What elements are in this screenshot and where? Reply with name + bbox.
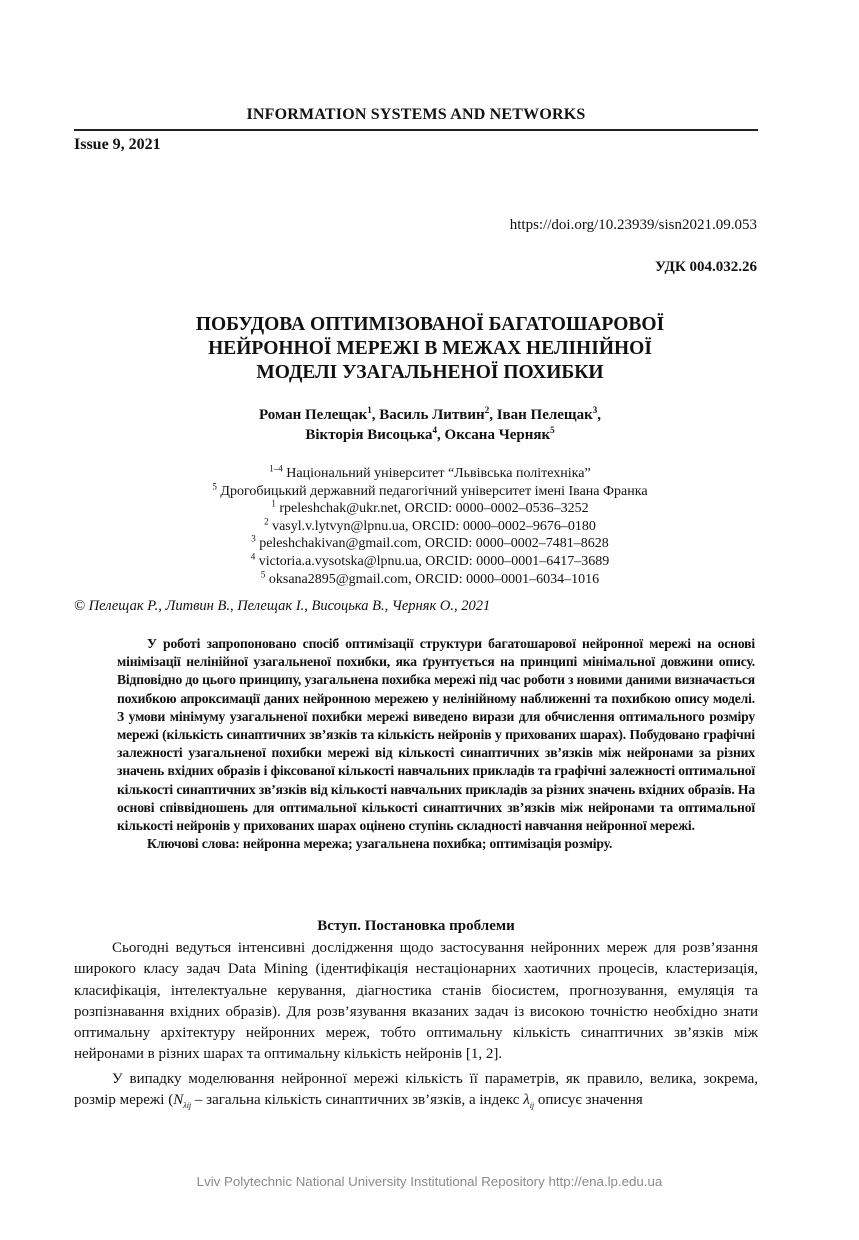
- separator: ,: [597, 407, 601, 423]
- journal-header: INFORMATION SYSTEMS AND NETWORKS: [246, 106, 586, 123]
- author-sup: 1: [367, 405, 372, 415]
- author-sup: 3: [592, 405, 598, 415]
- author-sup: 4: [432, 425, 438, 435]
- author-sup: 5: [550, 425, 555, 435]
- affil-sup: 5: [212, 480, 217, 491]
- copyright-line: © Пелещак Р., Литвин В., Пелещак І., Висоцька В., Черняк О., 2021: [74, 598, 491, 614]
- text-run: описує значення: [534, 1092, 643, 1109]
- affiliation-line: [120, 500, 740, 518]
- paper-title: [120, 313, 740, 385]
- affil-text: oksana2895@gmail.com, ORCID: 0000–0001–6034–1016: [265, 571, 600, 587]
- affiliations: [120, 465, 740, 588]
- math-subscript: λij: [183, 1101, 192, 1111]
- math-subscript: ij: [529, 1101, 535, 1111]
- affil-sup: 3: [251, 533, 256, 544]
- doi-link[interactable]: https://doi.org/10.23939/sisn2021.09.053: [509, 217, 757, 233]
- affiliation-line: [120, 553, 740, 571]
- author-name: Вікторія Висоцька: [305, 427, 433, 443]
- affil-text: rpeleshchak@ukr.net, ORCID: 0000–0002–0536–3252: [275, 501, 589, 517]
- affiliation-line: [120, 568, 740, 589]
- affil-sup: 1–4: [269, 463, 283, 474]
- section-heading: Вступ. Постановка проблеми: [317, 918, 515, 934]
- affiliation-line: [120, 480, 740, 501]
- affil-sup: 4: [250, 551, 256, 562]
- affil-text: victoria.a.vysotska@lpnu.ua, ORCID: 0000–0001–6417–3689: [255, 553, 610, 569]
- author-name: Іван Пелещак: [496, 407, 593, 423]
- title-line: НЕЙРОННОЇ МЕРЕЖІ В МЕЖАХ НЕЛІНІЙНОЇ: [208, 338, 652, 359]
- author-name: Роман Пелещак: [259, 407, 368, 423]
- header-rule: [74, 129, 758, 131]
- issue-label: Issue 9, 2021: [74, 136, 161, 153]
- paragraph: Сьогодні ведуться інтенсивні дослідження щодо застосування нейронних мереж для розв’язання широкого класу задач Data Mining (ідентифікація нестаціонарних хаотичних процесів, кластеризація, класифікація, інтелектуальне керування, діагностика станів біосистем, прогнозування, емуляція та розпізнавання вхідних образів). Для розв’язування вказаних задач із високою точністю необхідно знати оптимальну архітектуру нейронних мереж, тобто оптимальну кількість синаптичних зв’язків між нейронами в різних шарах та оптимальну кількість нейронів [1, 2].: [74, 940, 758, 1063]
- affil-text: vasyl.v.lytvyn@lpnu.ua, ORCID: 0000–0002–9676–0180: [268, 518, 596, 534]
- affil-sup: 2: [264, 516, 269, 527]
- affil-text: Дрогобицький державний педагогічний університет імені Івана Франка: [216, 483, 648, 499]
- title-line: ПОБУДОВА ОПТИМІЗОВАНОЇ БАГАТОШАРОВОЇ: [195, 314, 665, 335]
- author-name: Оксана Черняк: [444, 427, 551, 443]
- affil-text: Національний університет “Львівська політехніка”: [282, 466, 591, 481]
- affil-sup: 5: [260, 568, 266, 579]
- separator: ,: [437, 427, 445, 443]
- abstract-text: У роботі запропоновано спосіб оптимізації структури багатошарової нейронної мережі на основі мінімізації нелінійної узагальненої похибки, яка ґрунтується на принципі мінімальної довжини опису. Відповідно до цього принципу, узагальнена похибка мережі під час роботи з новими даними визначається похибкою апроксимації даних нейронною мережею у нелінійному наближенні та похибкою опису моделі. З умови мінімуму узагальненої похибки мережі виведено вирази для обчислення оптимального розміру мережі (кількість синаптичних зв’язків та кількість нейронів у прихованих шарах). Побудовано графічні залежності узагальненої похибки мережі від кількості синаптичних зв’язків між нейронами за різних значень вхідних образів і фіксованої кількості навчальних прикладів та графічні залежності оптимальної кількості синаптичних зв’язків від кількості навчальних прикладів за різних значень вхідних образів. На основі співвідношень для оптимальної кількості синаптичних зв’язків між нейронами та оптимальної кількості нейронів у прихованих шарах оцінено ступінь складності навчання нейронної мережі.: [117, 636, 755, 834]
- text-run: – загальна кількість синаптичних зв’язків, а індекс: [191, 1092, 524, 1109]
- affil-text: peleshchakivan@gmail.com, ORCID: 0000–0002–7481–8628: [255, 536, 609, 552]
- math-symbol-n: N: [173, 1092, 184, 1109]
- keywords: Ключові слова: нейронна мережа; узагальнена похибка; оптимізація розміру.: [147, 836, 613, 852]
- paragraph: [74, 1069, 758, 1117]
- affiliation-line: [120, 518, 740, 536]
- author-sup: 2: [484, 405, 490, 415]
- udk-code: УДК 004.032.26: [655, 259, 757, 275]
- title-line: МОДЕЛІ УЗАГАЛЬНЕНОЇ ПОХИБКИ: [256, 362, 604, 383]
- separator: ,: [489, 407, 497, 423]
- repository-footer: Lviv Polytechnic National University Institutional Repository http://ena.lp.edu.ua: [196, 1174, 663, 1189]
- affiliation-line: [120, 535, 740, 553]
- author-name: Василь Литвин: [379, 407, 485, 423]
- body-text: [74, 938, 758, 1116]
- separator: ,: [371, 407, 380, 423]
- math-symbol-lambda: λ: [523, 1092, 530, 1109]
- text-run: У випадку моделювання нейронної мережі кількість її параметрів, як правило, велика, зокрема, розмір мережі (: [74, 1070, 758, 1109]
- author-list: [120, 405, 740, 445]
- affil-sup: 1: [271, 498, 276, 509]
- abstract: [117, 635, 755, 853]
